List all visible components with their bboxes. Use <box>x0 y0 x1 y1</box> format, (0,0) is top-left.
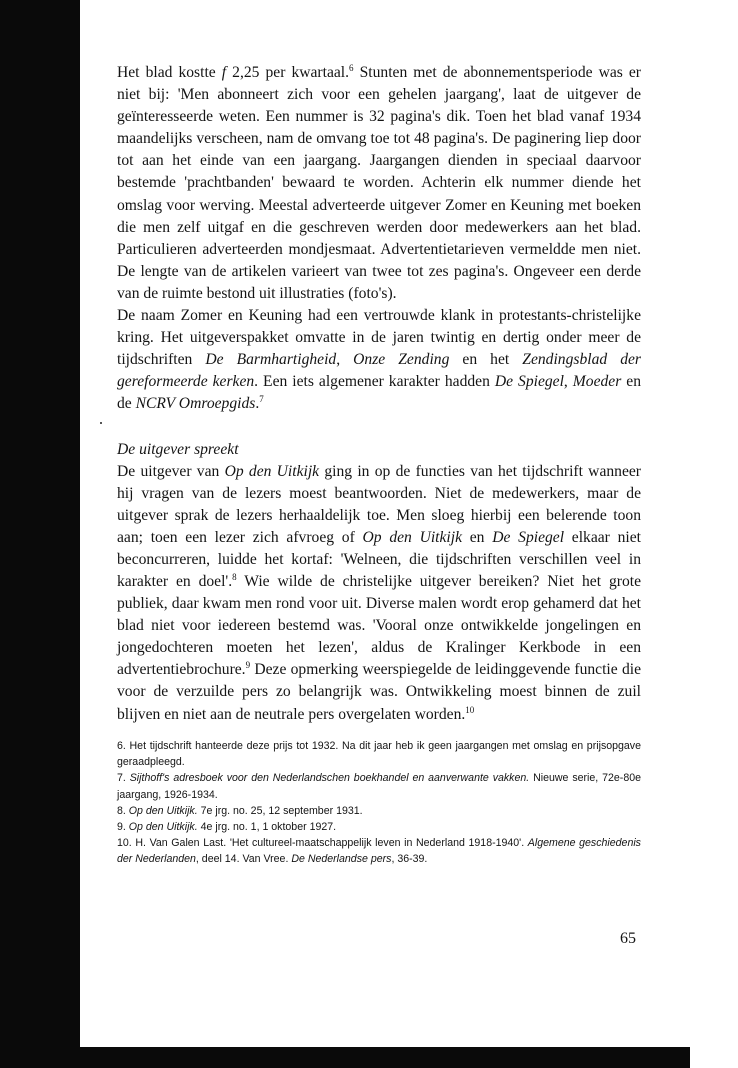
scan-speck <box>100 422 102 424</box>
footnote-ref-9: 9 <box>245 660 251 671</box>
main-text <box>117 62 641 726</box>
footnote-ref-6: 6 <box>349 63 354 73</box>
scan-border-bottom <box>0 1047 690 1068</box>
section-heading: De uitgever spreekt <box>117 440 239 458</box>
paragraph-publisher: De naam Zomer en Keuning had een vertrouwde klank in protestants-christelijke kring. Het uitgeverspakket omvatte in de jaren twintig en dertig onder meer de tijdschriften De Barmhartigheid, Onze Zending en het Zendingsblad der gereformeerde kerken. Een iets algemener karakter hadden De Spiegel, Moeder en de NCRV Omroepgids.$^7$ <box>117 307 641 413</box>
footnote-6: 6. Het tijdschrift hanteerde deze prijs tot 1932. Na dit jaar heb ik geen jaargangen met omslag en prijsopgave geraadpleegd. <box>117 740 641 769</box>
footnote-8: 8. Op den Uitkijk. 7e jrg. no. 25, 12 september 1931. <box>117 804 363 817</box>
page-number: 65 <box>620 930 636 947</box>
footnote-10: 10. H. Van Galen Last. 'Het cultureel-maatschappelijk leven in Nederland 1918-1940'. Algemene geschiedenis der Nederlanden, deel 14. Van Vree. De Nederlandse pers, 36-39. <box>117 837 641 866</box>
footnote-ref-10: 10 <box>465 704 475 715</box>
paragraph-price: Het blad kostte f 2,25 per kwartaal.$^6$ Stunten met de abonnementsperiode was er niet bij: 'Men abonneert zich voor een gehelen jaargang', laat de uitgever de geïnteresseerde weten. Een nummer is 32 pagina's dik. Toen het blad vanaf 1934 maandelijks verscheen, nam de omvang toe tot 48 pagina's. De paginering liep door tot aan het einde van een jaargang. Jaargangen dienden in speciaal daarvoor bestemde 'prachtbanden' bewaard te worden. Achterin elk nummer diende het omslag voor werving. Meestal adverteerde uitgever Zomer en Keuning met boeken die men zelf uitgaf en die geschreven werden door medewerkers aan het blad. Particulieren adverteerden mondjesmaat. Advertentietarieven vermeldde men niet. De lengte van de artikelen varieert van twee tot zes pagina's. Ongeveer een derde van de ruimte bestond uit illustraties (foto's). <box>117 63 641 302</box>
footnote-7: 7. Sijthoff's adresboek voor den Nederlandschen boekhandel en aanverwante vakken. Nieuwe serie, 72e-80e jaargang, 1926-1934. <box>117 772 642 801</box>
paragraph-uitgever-spreekt: De uitgever van Op den Uitkijk ging in op de functies van het tijdschrift wanneer hij vragen van de lezers moest beantwoorden. Niet de medewerkers, maar de uitgever sprak de lezers herhaaldelijk toe. Men sloeg hierbij een belerende toon aan; toen een lezer zich afvroeg of Op den Uitkijk en De Spiegel elkaar niet beconcurreren, luidde het kortaf: 'Welneen, die tijdschriften verschillen veel in karakter en doel'.$^8$ Wie wilde de christelijke uitgever bereiken? Niet het grote publiek, daar kwam men rond voor uit. Diverse malen wordt erop gehamerd dat het blad niet voor iedereen bestemd was. 'Vooral onze ontwikkelde jongelingen en jongedochteren moeten het lezen', aldus de Kralinger Kerkbode in een advertentiebrochure.$^9$ Deze opmerking weerspiegelde de leidinggevende functie die voor de verzuilde pers zo belangrijk was. Ontwikkeling moest binnen de zuil blijven en niet aan de neutrale pers overgelaten worden.$^{10}$ <box>117 462 641 723</box>
footnote-ref-7: 7 <box>259 394 264 405</box>
scan-border-left <box>0 0 80 1068</box>
footnote-9: 9. Op den Uitkijk. 4e jrg. no. 1, 1 oktober 1927. <box>117 821 337 834</box>
footnote-ref-8: 8 <box>232 571 237 582</box>
footnotes <box>117 738 641 868</box>
